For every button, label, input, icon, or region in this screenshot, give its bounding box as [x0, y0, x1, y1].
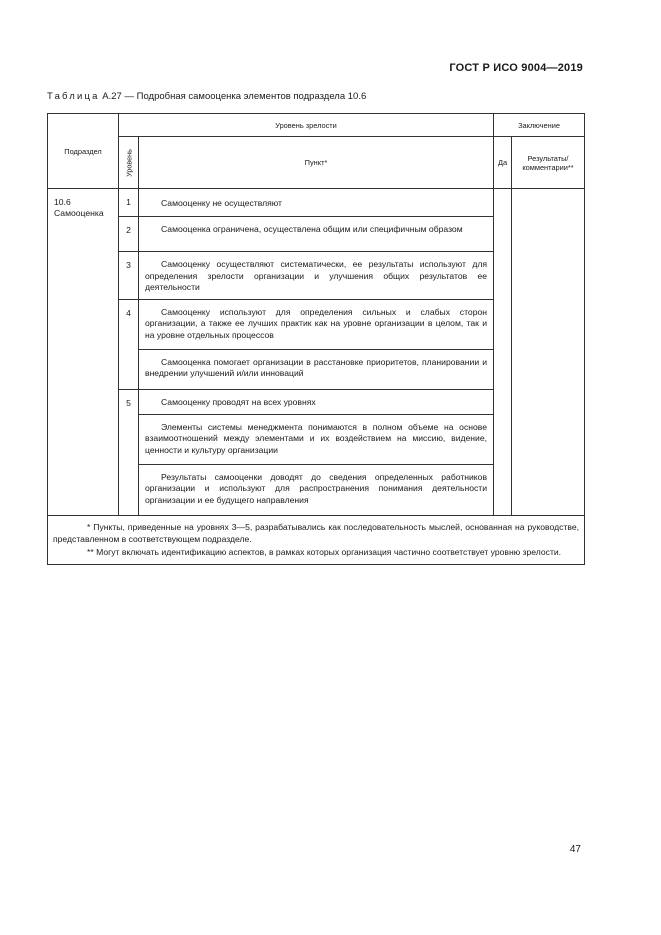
caption-text: А.27 — Подробная самооценка элементов подраздела 10.6 [102, 91, 367, 102]
footnotes-row [48, 515, 585, 565]
item-cell: Самооценку осуществляют систематически, ее результаты используют для определения зрелости организации и улучшения общих результатов ее деятельности [139, 252, 494, 300]
subsection-name: Самооценка [54, 208, 104, 218]
page-number: 47 [569, 844, 581, 855]
header-yes: Да [494, 137, 512, 189]
header-results: Результаты/ комментарии** [512, 137, 585, 189]
table-row [48, 189, 585, 217]
footnote-2: ** Могут включать идентификацию аспектов, в рамках которых организация частично соответствует уровню зрелости. [87, 546, 562, 557]
caption-word: Таблица [47, 91, 100, 102]
item-cell: Самооценку проводят на всех уровнях [139, 389, 494, 414]
table-caption [47, 91, 366, 102]
header-subsection: Подраздел [48, 114, 119, 189]
level-cell: 3 [119, 252, 139, 300]
level-cell: 4 [119, 299, 139, 389]
header-conclusion: Заключение [494, 114, 585, 137]
header-item: Пункт* [139, 137, 494, 189]
item-cell: Самооценка помогает организации в расстановке приоритетов, планировании и внедрении улучшений и/или инноваций [139, 349, 494, 389]
item-cell: Элементы системы менеджмента понимаются в полном объеме на основе взаимоотношений между элементами и их воздействием на миссию, видение, ценности и культуру организации [139, 414, 494, 464]
subsection-cell [48, 189, 119, 516]
standard-code: ГОСТ Р ИСО 9004—2019 [449, 62, 583, 74]
subsection-number: 10.6 [54, 197, 71, 207]
self-assessment-table [47, 113, 585, 565]
results-cell [512, 189, 585, 516]
level-cell: 1 [119, 189, 139, 217]
header-level [119, 137, 139, 189]
level-cell: 5 [119, 389, 139, 515]
level-cell: 2 [119, 217, 139, 252]
footnotes-cell [48, 515, 585, 565]
footnote-1: * Пункты, приведенные на уровнях 3—5, разрабатывались как последовательность мыслей, основанная на руководстве, представленном в соответствующем подразделе. [53, 521, 580, 544]
item-cell: Самооценку используют для определения сильных и слабых сторон организации, а также ее лучших практик как на уровне организации в целом, так и на уровне отдельных процессов [139, 299, 494, 349]
item-cell: Самооценку не осуществляют [139, 189, 494, 217]
header-maturity-level: Уровень зрелости [119, 114, 494, 137]
yes-cell [494, 189, 512, 516]
header-level-label: Уровень [124, 148, 133, 177]
item-cell: Результаты самооценки доводят до сведения определенных работников организации и используют для распространения понимания деятельности организации и ее будущего направления [139, 464, 494, 515]
item-cell: Самооценка ограничена, осуществлена общим или специфичным образом [139, 217, 494, 252]
